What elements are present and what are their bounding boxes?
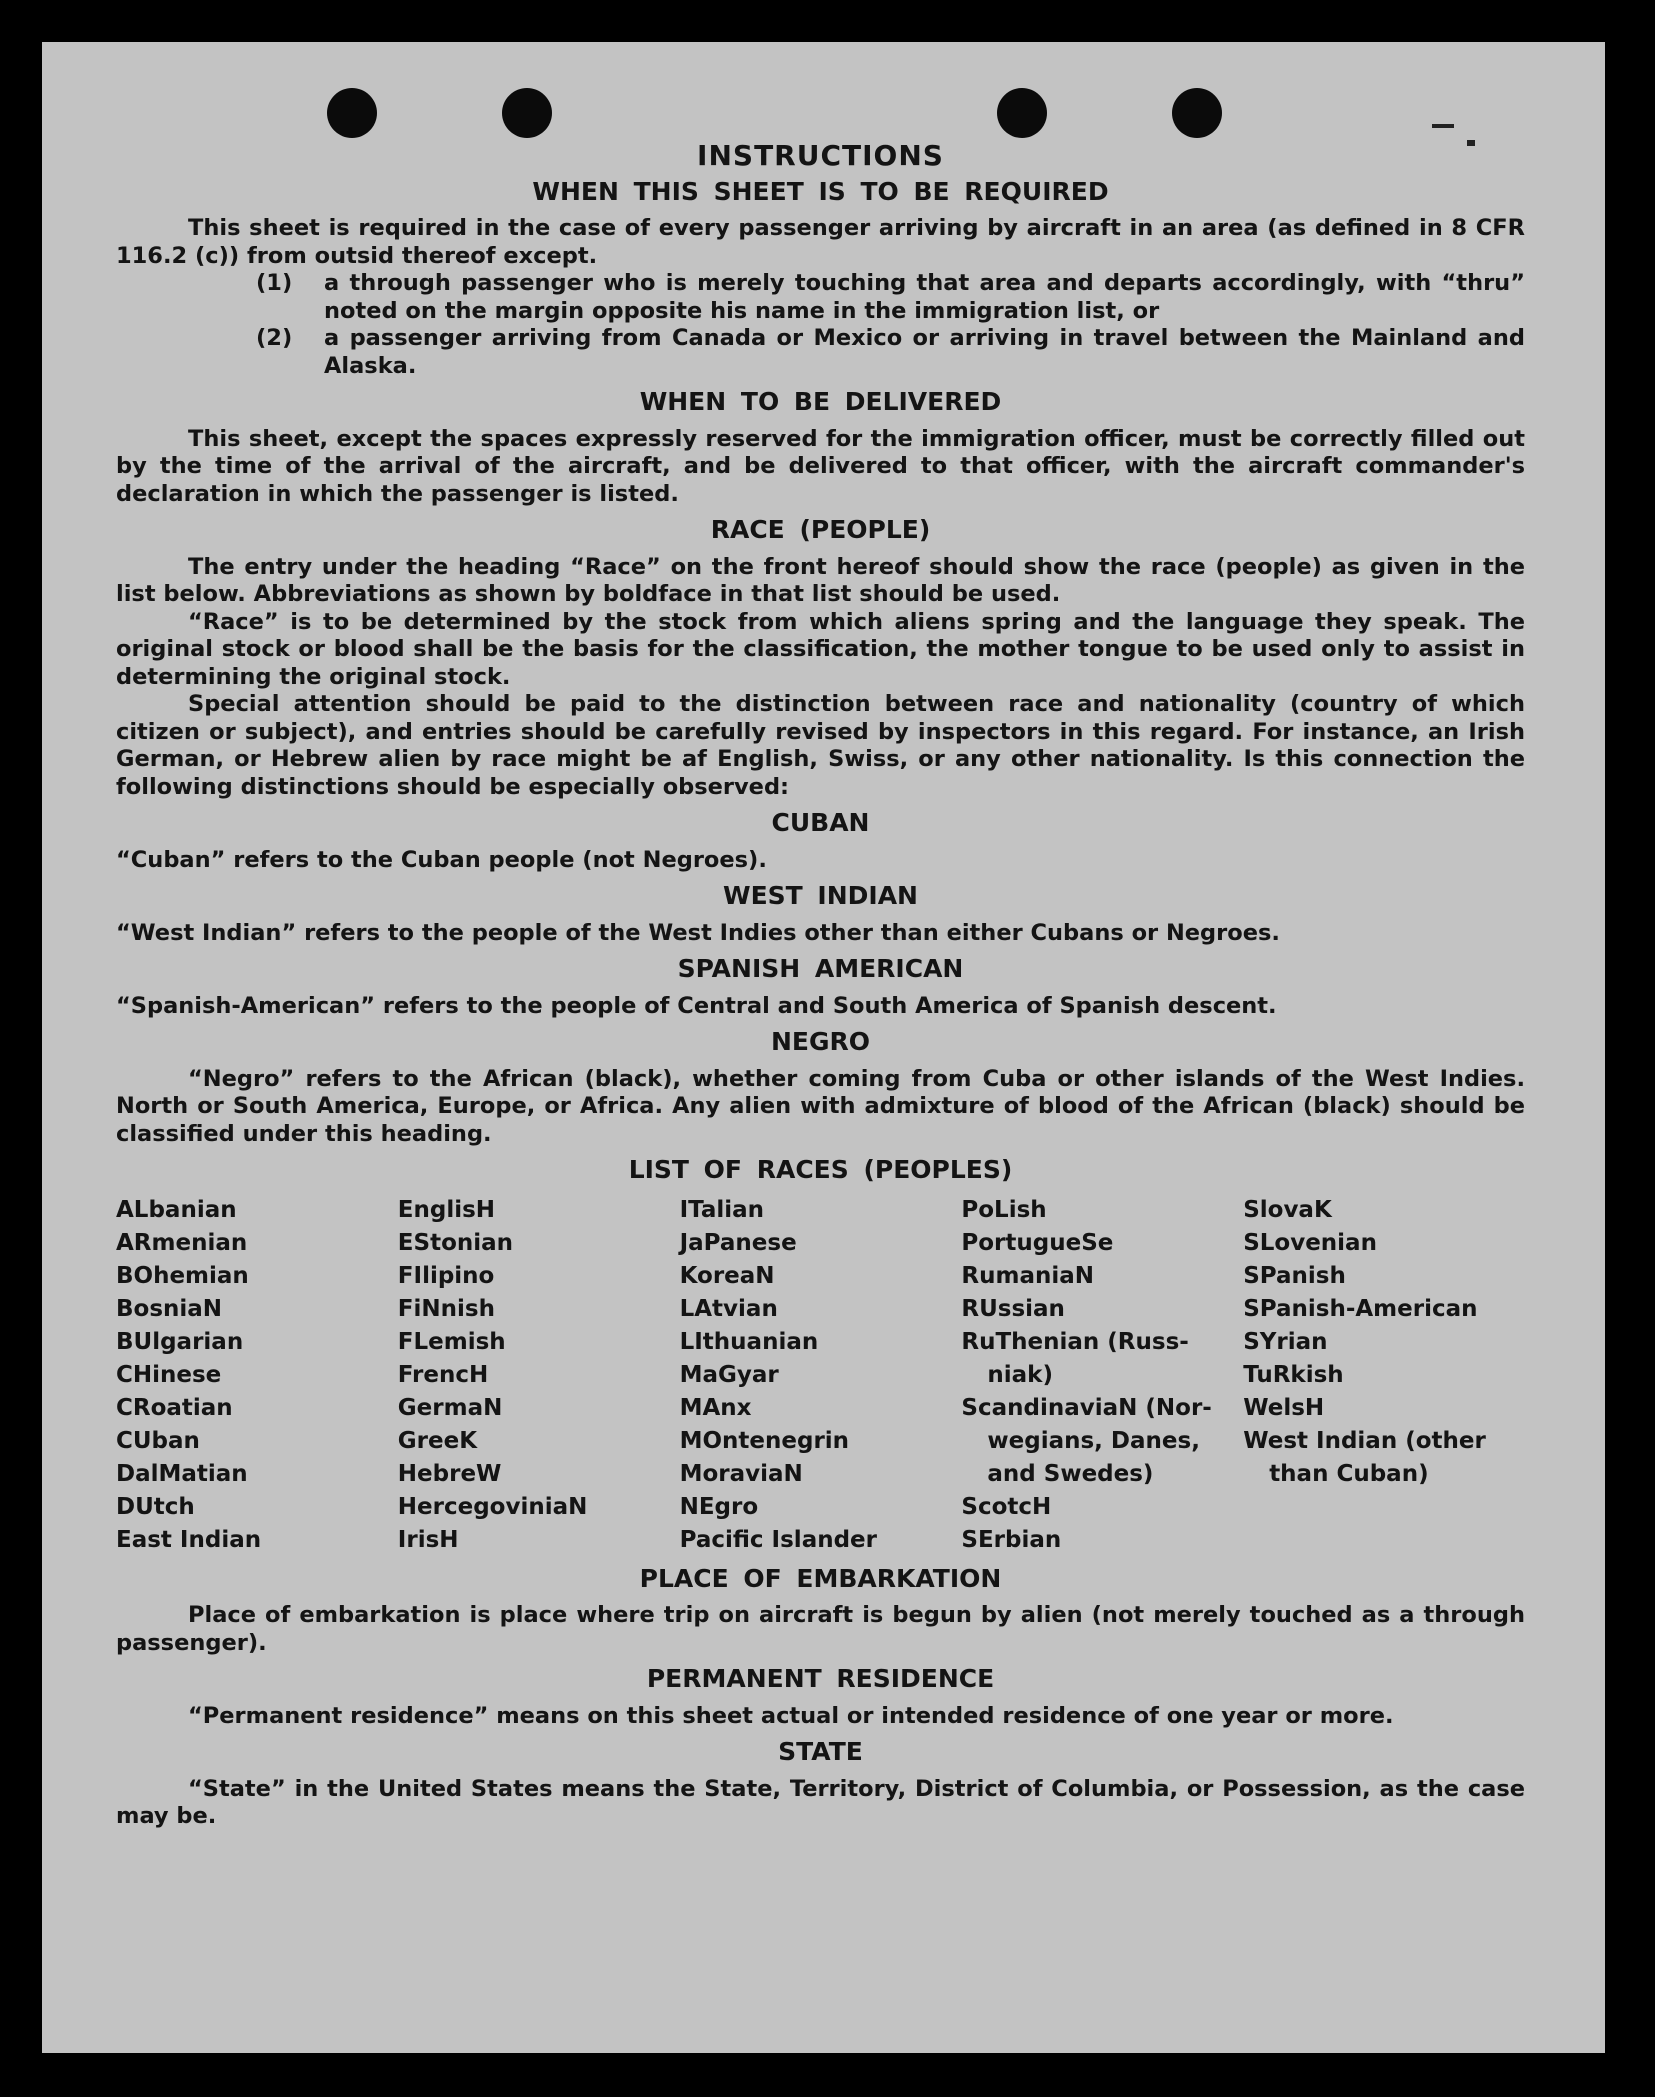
race-entry: CRoatian <box>116 1394 233 1421</box>
race-entry: FrencH <box>397 1361 489 1388</box>
race-entry: LIthuanian <box>679 1328 819 1355</box>
race-entry: ARmenian <box>116 1229 248 1256</box>
race-entry: CUban <box>116 1427 200 1454</box>
race-entry: West Indian (other <box>1243 1427 1486 1454</box>
race-paragraph-3: Special attention should be paid to the distinction between race and nationality (country of which citizen or subject), and entries should be carefully revised by inspectors in this regard. For instance, an Irish German, or Hebrew alien by race might be af English, Swiss, or any other nationality. Is this connection the following distinctions should be especially observed: <box>116 691 1525 800</box>
race-entry: MaGyar <box>679 1361 779 1388</box>
heading-list-of-races: LIST OF RACES (PEOPLES) <box>628 1155 1013 1184</box>
west-indian-text: “West Indian” refers to the people of the West Indies other than either Cubans or Negroes. <box>116 919 1280 946</box>
race-entry: ScotcH <box>961 1493 1052 1520</box>
exception-number: (2) <box>256 325 293 351</box>
heading-state: STATE <box>778 1737 863 1766</box>
punch-hole-2 <box>502 88 552 138</box>
heading-cuban: CUBAN <box>771 808 870 837</box>
race-entry: SYrian <box>1243 1328 1328 1355</box>
race-entry: SlovaK <box>1243 1196 1332 1223</box>
exception-item-2 <box>256 325 1525 380</box>
punch-hole-3 <box>997 88 1047 138</box>
heading-when-delivered: WHEN TO BE DELIVERED <box>639 387 1002 416</box>
race-entry: KoreaN <box>679 1262 775 1289</box>
race-entry: SErbian <box>961 1526 1062 1553</box>
heading-negro: NEGRO <box>770 1027 871 1056</box>
heading-when-required: WHEN THIS SHEET IS TO BE REQUIRED <box>532 176 1109 206</box>
race-entry: NEgro <box>679 1493 759 1520</box>
race-paragraph-2: “Race” is to be determined by the stock from which aliens spring and the language they speak. The original stock or blood shall be the basis for the classification, the mother tongue to be used only to assist in determining the original stock. <box>116 608 1525 690</box>
race-entry: PoLish <box>961 1196 1047 1223</box>
race-column <box>961 1194 1243 1557</box>
state-text: “State” in the United States means the State, Territory, District of Columbia, or Possession, as the case may be. <box>116 1775 1525 1829</box>
negro-text: “Negro” refers to the African (black), whether coming from Cuba or other islands of the West Indies. North or South America, Europe, or Africa. Any alien with admixture of blood of the African (black) should be classified under this heading. <box>116 1065 1525 1147</box>
race-entry: ITalian <box>679 1196 765 1223</box>
exception-number: (1) <box>256 270 293 296</box>
race-column <box>398 1194 680 1557</box>
race-entry: ALbanian <box>116 1196 237 1223</box>
document-title: INSTRUCTIONS <box>697 139 944 172</box>
exception-item-1 <box>256 270 1525 325</box>
race-entry: FiNnish <box>397 1295 495 1322</box>
race-entry: SPanish <box>1243 1262 1346 1289</box>
race-entry: IrisH <box>397 1526 459 1553</box>
race-entry: PortugueSe <box>961 1229 1114 1256</box>
race-entry: RUssian <box>961 1295 1065 1322</box>
punch-hole-4 <box>1172 88 1222 138</box>
race-column <box>680 1194 962 1557</box>
cuban-text: “Cuban” refers to the Cuban people (not Negroes). <box>116 846 767 873</box>
race-entry: MoraviaN <box>679 1460 803 1487</box>
race-entry: DalMatian <box>116 1460 248 1487</box>
race-entry: RumaniaN <box>961 1262 1094 1289</box>
instructions-content <box>116 139 1525 1831</box>
race-entry: TuRkish <box>1243 1361 1344 1388</box>
when-required-intro: This sheet is required in the case of every passenger arriving by aircraft in an area (as defined in 8 CFR 116.2 (c)) from outsid thereof except. <box>116 215 1525 269</box>
race-entry: LAtvian <box>679 1295 778 1322</box>
race-column <box>116 1194 398 1557</box>
race-entry: wegians, Danes, <box>987 1427 1200 1454</box>
race-entry: and Swedes) <box>987 1460 1154 1487</box>
race-entry: Pacific Islander <box>679 1526 877 1553</box>
race-entry: East Indian <box>116 1526 262 1553</box>
when-delivered-text: This sheet, except the spaces expressly reserved for the immigration officer, must be correctly filled out by the time of the arrival of the aircraft, and be delivered to that officer, with the aircraft commander's declaration in which the passenger is listed. <box>116 425 1525 507</box>
heading-spanish-american: SPANISH AMERICAN <box>677 954 964 983</box>
race-entry: RuThenian (Russ- <box>961 1328 1189 1355</box>
race-entry: SPanish-American <box>1243 1295 1478 1322</box>
document-page <box>42 42 1605 2053</box>
heading-permanent-residence: PERMANENT RESIDENCE <box>646 1664 995 1693</box>
race-column <box>1243 1194 1525 1557</box>
embarkation-text: Place of embarkation is place where trip on aircraft is begun by alien (not merely touched as a through passenger). <box>116 1602 1525 1656</box>
race-entry: than Cuban) <box>1269 1460 1429 1487</box>
heading-embarkation: PLACE OF EMBARKATION <box>639 1563 1002 1593</box>
race-entry: JaPanese <box>679 1229 797 1256</box>
race-entry: MAnx <box>679 1394 752 1421</box>
race-paragraph-1: The entry under the heading “Race” on the front hereof should show the race (people) as given in the list below. Abbreviations as shown by boldface in that list should be used. <box>116 553 1525 607</box>
race-entry: BOhemian <box>116 1262 249 1289</box>
race-entry: FLemish <box>397 1328 506 1355</box>
race-entry: MOntenegrin <box>679 1427 850 1454</box>
race-entry: CHinese <box>116 1361 222 1388</box>
race-entry: ScandinaviaN (Nor- <box>961 1394 1212 1421</box>
heading-race: RACE (PEOPLE) <box>710 515 931 544</box>
race-entry: EStonian <box>397 1229 514 1256</box>
race-entry: GreeK <box>397 1427 478 1454</box>
heading-west-indian: WEST INDIAN <box>723 881 918 910</box>
race-entry: BUlgarian <box>116 1328 244 1355</box>
race-entry: HebreW <box>397 1460 502 1487</box>
race-entry: GermaN <box>397 1394 503 1421</box>
exception-text: a through passenger who is merely touching that area and departs accordingly, with “thru” noted on the margin opposite his name in the immigration list, or <box>324 270 1525 324</box>
race-entry: SLovenian <box>1243 1229 1377 1256</box>
exception-text: a passenger arriving from Canada or Mexico or arriving in travel between the Mainland and Alaska. <box>324 325 1525 379</box>
race-entry: DUtch <box>116 1493 195 1520</box>
race-entry: FIlipino <box>397 1262 495 1289</box>
race-list <box>116 1194 1525 1557</box>
punch-hole-1 <box>327 88 377 138</box>
race-entry: WelsH <box>1243 1394 1325 1421</box>
permanent-residence-text: “Permanent residence” means on this sheet actual or intended residence of one year or more. <box>188 1702 1394 1729</box>
scan-speck <box>1432 124 1454 128</box>
race-entry: BosniaN <box>116 1295 223 1322</box>
race-entry: EnglisH <box>397 1196 496 1223</box>
race-entry: niak) <box>987 1361 1053 1388</box>
spanish-american-text: “Spanish-American” refers to the people of Central and South America of Spanish descent. <box>116 992 1277 1019</box>
race-entry: HercegoviniaN <box>397 1493 588 1520</box>
